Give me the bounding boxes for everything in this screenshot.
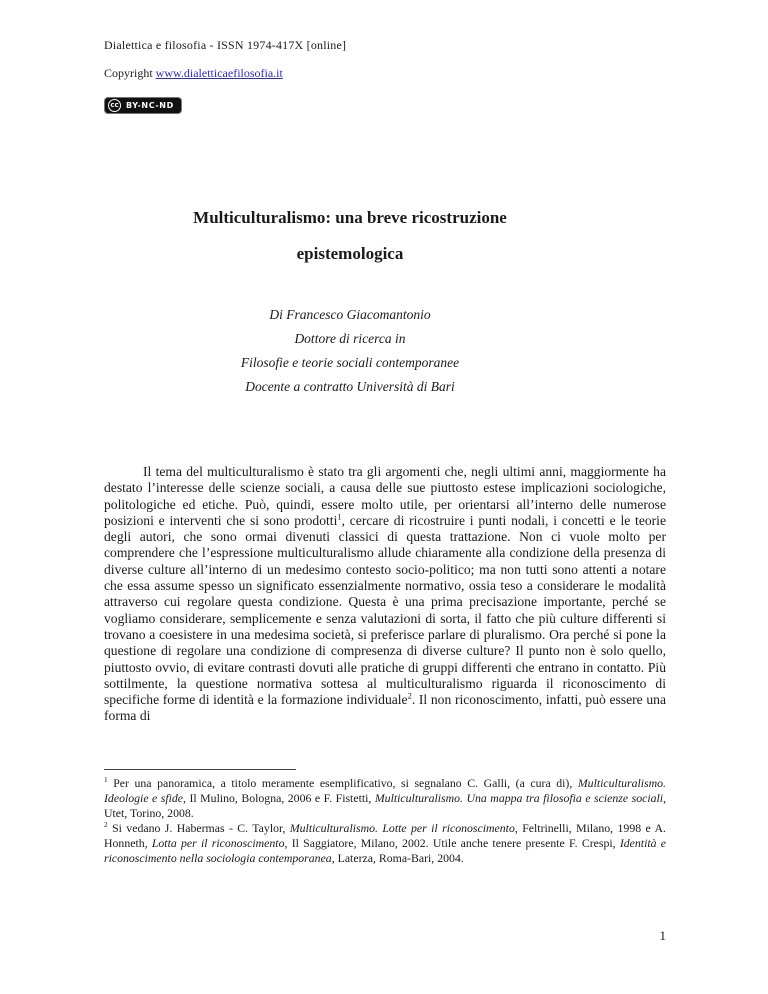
body-paragraph: Il tema del multiculturalismo è stato tra gli argomenti che, negli ultimi anni, maggiormente ha destato l’interesse delle scienze sociali, a causa delle sue piuttosto estese implicazioni sociologiche, politologiche ed etiche. Può, quindi, essere molto utile, per orientarsi all’interno delle numerose posizioni e interventi che si sono prodotti$^1$, cercare di ricostruire i punti nodali, i concetti e le teorie degli autori, che sono ormai divenuti classici di questa trattazione. Non ci vuole molto per comprendere che l’espressione multiculturalismo allude chiaramente alla condizione della presenza di diverse culture all’interno di un medesimo contesto socio-politico; ma non tutti sono attenti a notare che essa assume spesso un significato essenzialmente normativo, ossia teso a considerare le modalità attraverso cui regolare questa condizione. Questa è una prima precisazione importante, perché se vogliamo considerare, semplicemente e senza valutazioni di sorta, il fatto che più culture differenti si trovano a coesistere in una medesima società, si preferisce parlare di pluralismo. Ora perché si pone la questione di regolare una condizione di compresenza di diverse culture? Il punto non è solo quello, piuttosto ovvio, di evitare contrasti dovuti alle pratiche di gruppi differenti che entrano in contatto. Più sottilmente, la questione normativa sottesa al multiculturalismo riguarda il riconoscimento di specifiche forme di identità e la formazione individuale$^2$. Il non riconoscimento, infatti, può essere una forma di xyxy=(104,464,666,724)
copyright-line xyxy=(104,66,283,81)
cc-license-badge[interactable] xyxy=(104,97,182,114)
copyright-link[interactable]: www.dialetticaefilosofia.it xyxy=(155,66,283,80)
copyright-label: Copyright xyxy=(104,66,156,80)
author-degree-line: Dottore di ricerca in xyxy=(294,331,406,346)
article-title-line-1: Multiculturalismo: una breve ricostruzione xyxy=(193,208,507,227)
cc-license-terms: BY-NC-ND xyxy=(126,100,174,110)
page-number: 1 xyxy=(659,928,666,943)
footnote-2: $^2$ Si vedano J. Habermas - C. Taylor, Multiculturalismo. Lotte per il riconoscimento, Feltrinelli, Milano, 1998 e A. Honneth, Lotta per il riconoscimento, Il Saggiatore, Milano, 2002. Utile anche tenere presente F. Crespi, Identità e riconoscimento nella sociologia contemporanea, Laterza, Roma-Bari, 2004. xyxy=(104,820,666,865)
footnotes-section xyxy=(104,776,666,866)
footnote-separator xyxy=(104,769,296,770)
journal-issn-line: Dialettica e filosofia - ISSN 1974-417X [online] xyxy=(104,38,347,52)
article-title xyxy=(104,200,596,272)
author-affiliation-line: Docente a contratto Università di Bari xyxy=(245,379,455,394)
article-title-line-2: epistemologica xyxy=(296,244,404,263)
author-block xyxy=(104,303,596,399)
author-field-line: Filosofie e teorie sociali contemporanee xyxy=(240,355,460,370)
creative-commons-icon: cc xyxy=(108,99,121,112)
footnote-1: $^1$ Per una panoramica, a titolo meramente esemplificativo, si segnalano C. Galli, (a cura di), Multiculturalismo. Ideologie e sfide, Il Mulino, Bologna, 2006 e F. Fistetti, Multiculturalismo. Una mappa tra filosofia e scienze sociali, Utet, Torino, 2008. xyxy=(104,775,667,820)
author-byline: Di Francesco Giacomantonio xyxy=(269,307,431,322)
